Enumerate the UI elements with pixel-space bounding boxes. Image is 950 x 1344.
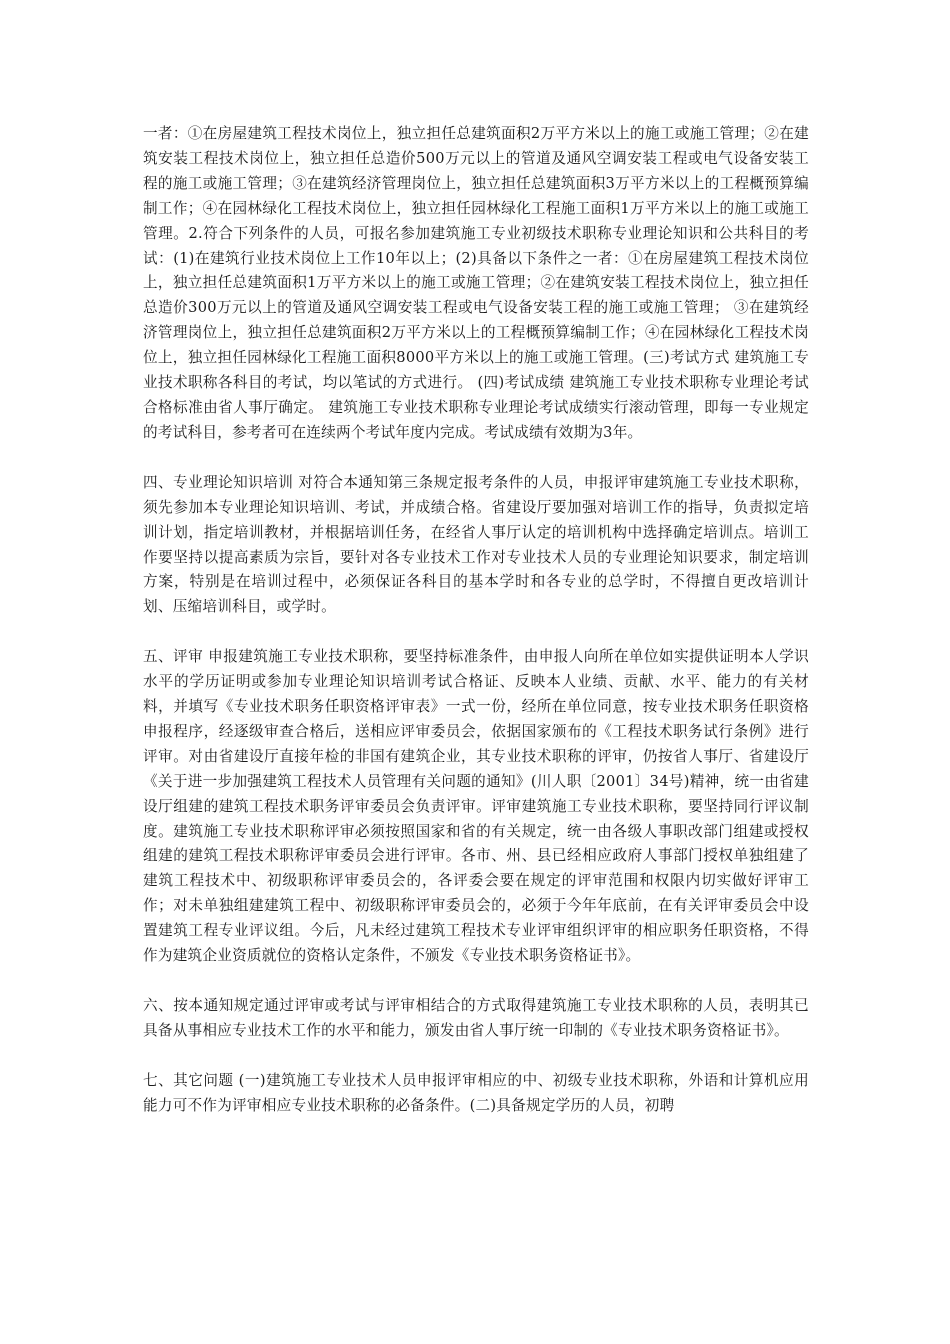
document-page [143,122,809,1144]
paragraph-training: 四、专业理论知识培训 对符合本通知第三条规定报考条件的人员，申报评审建筑施工专业技术职称，须先参加本专业理论知识培训、考试，并成绩合格。省建设厅要加强对培训工作的指导，负责拟定培训计划，指定培训教材，并根据培训任务，在经省人事厅认定的培训机构中选择确定培训点。培训工作要坚持以提高素质为宗旨，要针对各专业技术工作对专业技术人员的专业理论知识要求，制定培训方案，特别是在培训过程中，必须保证各科目的基本学时和各专业的总学时，不得擅自更改培训计划、压缩培训科目，或学时。 [143,473,809,616]
paragraph-review: 五、评审 申报建筑施工专业技术职称，要坚持标准条件，由申报人向所在单位如实提供证明本人学识水平的学历证明或参加专业理论知识培训考试合格证、反映本人业绩、贡献、水平、能力的有关材料，并填写《专业技术职务任职资格评审表》一式一份，经所在单位同意，按专业技术职务任职资格申报程序，经逐级审查合格后，送相应评审委员会，依据国家颁布的《工程技术职务试行条例》进行评审。对由省建设厅直接年检的非国有建筑企业，其专业技术职称的评审，仍按省人事厅、省建设厅《关于进一步加强建筑工程技术人员管理有关问题的通知》(川人职〔2001〕34号)精神，统一由省建设厅组建的建筑工程技术职务评审委员会负责评审。评审建筑施工专业技术职称，要坚持同行评议制度。建筑施工专业技术职称评审必须按照国家和省的有关规定，统一由各级人事职改部门组建或授权组建的建筑工程技术职称评审委员会进行评审。各市、州、县已经相应政府人事部门授权单独组建了建筑工程技术中、初级职称评审委员会的，各评委会要在规定的评审范围和权限内切实做好评审工作；对未单独组建建筑工程中、初级职称评审委员会的，必须于今年年底前，在有关评审委员会中设置建筑工程专业评议组。今后，凡未经过建筑工程技术专业评审组织评审的相应职务任职资格，不得作为建筑企业资质就位的资格认定条件，不颁发《专业技术职务资格证书》。 [143,648,809,965]
paragraph-certificate: 六、按本通知规定通过评审或考试与评审相结合的方式取得建筑施工专业技术职称的人员，表明其已具备从事相应专业技术工作的水平和能力，颁发由省人事厅统一印制的《专业技术职务资格证书》。 [143,997,809,1039]
paragraph-other-issues: 七、其它问题 (一)建筑施工专业技术人员申报评审相应的中、初级专业技术职称，外语和计算机应用能力可不作为评审相应专业技术职称的必备条件。(二)具备规定学历的人员，初聘 [143,1071,809,1114]
paragraph-exam-conditions: 一者：①在房屋建筑工程技术岗位上，独立担任总建筑面积2万平方米以上的施工或施工管理；②在建筑安装工程技术岗位上，独立担任总造价500万元以上的管道及通风空调安装工程或电气设备安装工程的施工或施工管理；③在建筑经济管理岗位上，独立担任总建筑面积3万平方米以上的工程概预算编制工作；④在园林绿化工程技术岗位上，独立担任园林绿化工程施工面积1万平方米以上的施工或施工管理。2.符合下列条件的人员，可报名参加建筑施工专业初级技术职称专业理论知识和公共科目的考试：(1)在建筑行业技术岗位上工作10年以上；(2)具备以下条件之一者：①在房屋建筑工程技术岗位上，独立担任总建筑面积1万平方米以上的施工或施工管理；②在建筑安装工程技术岗位上，独立担任总造价300万元以上的管道及通风空调安装工程或电气设备安装工程的施工或施工管理； ③在建筑经济管理岗位上，独立担任总建筑面积2万平方米以上的工程概预算编制工作；④在园林绿化工程技术岗位上，独立担任园林绿化工程施工面积8000平方米以上的施工或施工管理。(三)考试方式 建筑施工专业技术职称各科目的考试，均以笔试的方式进行。 (四)考试成绩 建筑施工专业技术职称专业理论考试合格标准由省人事厅确定。 建筑施工专业技术职称专业理论考试成绩实行滚动管理，即每一专业规定的考试科目，参考者可在连续两个考试年度内完成。考试成绩有效期为3年。 [143,125,809,441]
